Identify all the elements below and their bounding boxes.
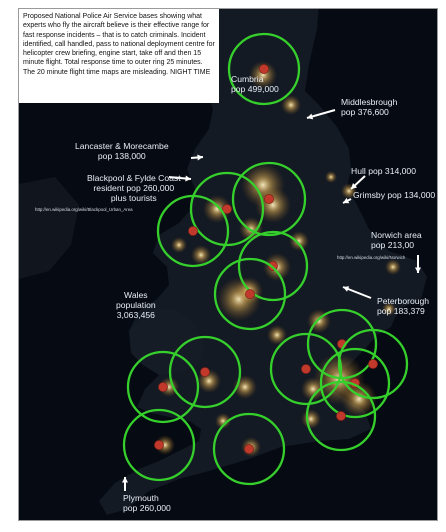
peterborough-pop: pop 183,379 <box>377 306 425 316</box>
blackpool-url: http://en.wikipedia.org/wiki/Blackpool_Urban_Area <box>35 207 133 212</box>
wales-line-3: 3,063,456 <box>116 310 155 320</box>
lancaster-pop: pop 138,000 <box>97 151 146 161</box>
base-marker-dot <box>245 289 254 298</box>
plymouth-name: Plymouth <box>123 493 159 503</box>
blackpool-line-1: Blackpool & Fylde Coast <box>87 173 181 183</box>
base-marker-dot <box>244 444 253 453</box>
base-marker-dot <box>158 382 167 391</box>
base-marker-dot <box>336 411 345 420</box>
info-note-text: Proposed National Police Air Service bases showing what experts who fly the aircraft believe is their effective range for fast response incidents – that is to catch criminals. Incident identified, call handled, pass to national deployment centre for helicopter crew briefing, engine start, take off and then 15 minute flight. Total response time to outer ring 25 minutes. The 20 minute flight time maps are misleading. NIGHT TIME <box>23 13 215 76</box>
peterborough-name: Peterborough <box>377 296 430 306</box>
info-note <box>19 9 219 103</box>
norwich-url: http://en.wikipedia.org/wiki/Norwich <box>337 255 406 260</box>
wales-line-1: Wales <box>124 290 148 300</box>
middlesbrough-pop: pop 376,600 <box>341 107 389 117</box>
label-blackpool <box>87 173 181 203</box>
middlesbrough-name: Middlesbrough <box>341 97 398 107</box>
city-glow <box>385 259 401 275</box>
plymouth-pop: pop 260,000 <box>123 503 171 513</box>
label-lancaster <box>75 141 169 161</box>
label-grimsby: Grimsby pop 134,000 <box>353 190 436 200</box>
base-marker-dot <box>264 194 273 203</box>
label-plymouth <box>123 493 171 513</box>
label-middlesbrough <box>341 97 397 117</box>
cumbria-pop: pop 499,000 <box>231 84 279 94</box>
cumbria-name: Cumbria <box>231 74 264 84</box>
base-marker-dot <box>188 226 197 235</box>
base-marker-dot <box>200 367 209 376</box>
label-cumbria <box>231 74 279 94</box>
city-glow <box>301 409 321 429</box>
blackpool-line-3: plus tourists <box>110 193 157 203</box>
base-marker-dot <box>368 359 377 368</box>
city-glow <box>171 237 187 253</box>
label-norwich <box>371 230 422 250</box>
city-glow <box>255 187 291 223</box>
label-peterborough <box>377 296 429 316</box>
norwich-name: Norwich area <box>371 230 422 240</box>
base-marker-dot <box>301 364 310 373</box>
wales-line-2: population <box>116 300 156 310</box>
city-glow <box>289 231 309 251</box>
map-frame <box>18 8 438 521</box>
label-wales <box>116 290 156 320</box>
label-hull: Hull pop 314,000 <box>351 166 416 176</box>
lancaster-name: Lancaster & Morecambe <box>75 141 169 151</box>
base-marker-dot <box>154 440 163 449</box>
city-glow <box>325 171 337 183</box>
base-marker-dot <box>259 64 268 73</box>
norwich-pop: pop 213,00 <box>371 240 415 250</box>
blackpool-line-2: resident pop 260,000 <box>93 183 175 193</box>
